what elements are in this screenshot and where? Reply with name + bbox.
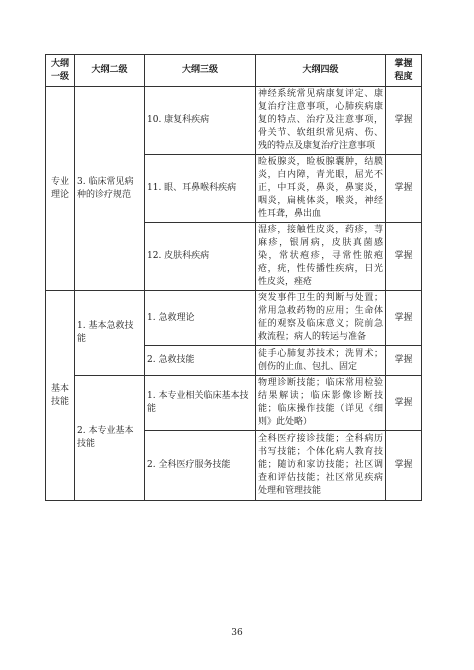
header-mastery-a: 掌握	[394, 58, 413, 69]
header-level1-b: 一级	[50, 71, 69, 82]
header-level3: 大纲三级	[145, 55, 256, 87]
syllabus-table	[45, 54, 422, 501]
clinical-norms-cell	[75, 87, 145, 291]
mastery-cell: 掌握	[386, 376, 422, 431]
level3-cell: 2. 全科医疗服务技能	[145, 431, 256, 501]
header-level1-a: 大纲	[50, 58, 69, 69]
level3-cell: 1. 本专业相关临床基本技能	[145, 376, 256, 431]
header-level4: 大纲四级	[256, 55, 386, 87]
basic-skills-b: 技能	[50, 396, 69, 407]
level3-cell: 2. 急救技能	[145, 346, 256, 376]
level4-cell: 物理诊断技能；临床常用检验结果解读；临床影像诊断技能；临床操作技能（详见《细则》此处略）	[256, 376, 386, 431]
specialty-skills-cell	[75, 376, 145, 501]
level3-cell: 10. 康复科疾病	[145, 87, 256, 155]
header-level2: 大纲二级	[75, 55, 145, 87]
level4-cell: 睑板腺炎，睑板腺囊肿，结膜炎，白内障，青光眼，屈光不正，中耳炎，鼻炎，鼻窦炎，咽炎，扁桃体炎，喉炎，神经性耳聋，鼻出血	[256, 155, 386, 223]
page-number: 36	[231, 628, 243, 638]
mastery-cell: 掌握	[386, 291, 422, 346]
level4-cell: 突发事件卫生的判断与处置；常用急救药物的应用；生命体征的观察及临床意义；院前急救流程；病人的转运与准备	[256, 291, 386, 346]
professional-theory-b: 理论	[50, 189, 69, 200]
mastery-cell: 掌握	[386, 155, 422, 223]
level4-cell: 全科医疗接诊技能；全科病历书写技能；个体化病人教育技能；随访和家访技能；社区调查和评估技能；社区常见疾病处理和管理技能	[256, 431, 386, 501]
mastery-cell: 掌握	[386, 431, 422, 501]
table-row	[46, 87, 422, 155]
table-row	[46, 376, 422, 431]
mastery-cell: 掌握	[386, 346, 422, 376]
emergency-skills-cell: 1. 基本急救技能	[75, 291, 145, 376]
mastery-cell: 掌握	[386, 87, 422, 155]
mastery-cell: 掌握	[386, 223, 422, 291]
level3-cell: 1. 急救理论	[145, 291, 256, 346]
header-mastery-b: 程度	[394, 71, 413, 82]
level4-cell: 湿疹，接触性皮炎，药疹，荨麻疹，银屑病，皮肤真菌感染，常状疱疹，寻常性脓疱疮，疣，性传播性疾病，日光性皮炎，痤疮	[256, 223, 386, 291]
table-row	[46, 291, 422, 346]
specialty-skills-a: 2. 本专业基本	[77, 426, 134, 436]
basic-skills-a: 基本	[50, 383, 69, 394]
specialty-skills-b: 技能	[77, 439, 96, 449]
header-mastery	[386, 55, 422, 87]
level3-cell: 12. 皮肤科疾病	[145, 223, 256, 291]
level3-cell: 11. 眼、耳鼻喉科疾病	[145, 155, 256, 223]
professional-theory-a: 专业	[50, 176, 69, 187]
basic-skills-cell	[46, 291, 75, 501]
level4-cell: 神经系统常见病康复评定、康复治疗注意事项，心肺疾病康复的特点、治疗及注意事项，骨关节、软组织常见病、伤、残的特点及康复治疗注意事项	[256, 87, 386, 155]
level4-cell: 徒手心肺复苏技术；洗胃术；创伤的止血、包扎、固定	[256, 346, 386, 376]
header-level1	[46, 55, 75, 87]
clinical-norms-a: 3. 临床常见病	[77, 176, 134, 187]
professional-theory-cell	[46, 87, 75, 291]
header-row	[46, 55, 422, 87]
clinical-norms-b: 种的诊疗规范	[77, 189, 132, 200]
